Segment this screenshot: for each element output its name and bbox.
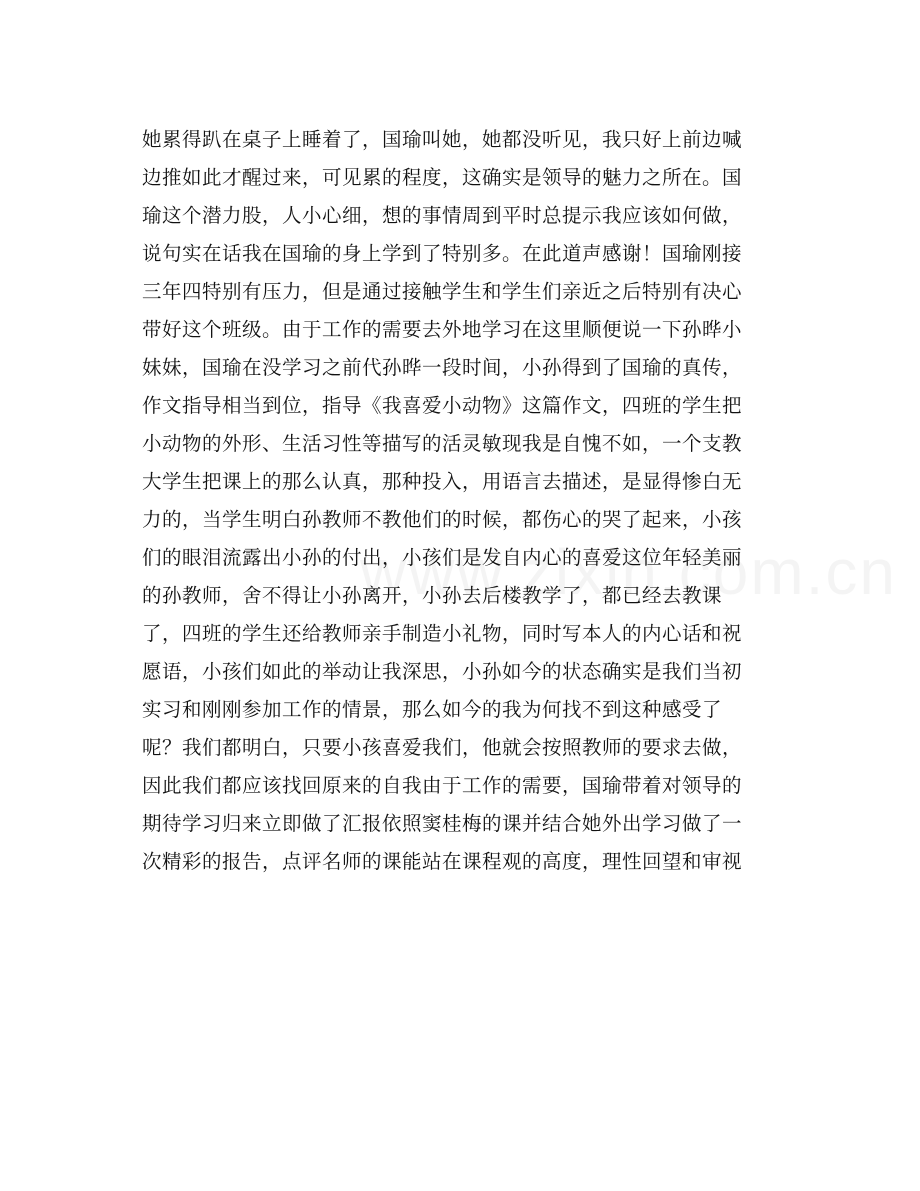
- text-line: 作文指导相当到位，指导《我喜爱小动物》这篇作文，四班的学生把: [142, 394, 743, 417]
- text-line: 边推如此才醒过来，可见累的程度，这确实是领导的魅力之所在。国: [142, 166, 743, 189]
- text-line: 愿语，小孩们如此的举动让我深思，小孙如今的状态确实是我们当初: [142, 660, 743, 683]
- text-line: 大学生把课上的那么认真，那种投入，用语言去描述，是显得惨白无: [142, 470, 743, 493]
- text-line: 说句实在话我在国瑜的身上学到了特别多。在此道声感谢！国瑜刚接: [142, 242, 743, 265]
- text-line: 们的眼泪流露出小孙的付出，小孩们是发自内心的喜爱这位年轻美丽: [142, 546, 743, 569]
- text-line: 的孙教师，舍不得让小孙离开，小孙去后楼教学了，都已经去教课: [142, 584, 723, 607]
- text-line: 三年四特别有压力，但是通过接触学生和学生们亲近之后特别有决心: [142, 280, 743, 303]
- text-line: 因此我们都应该找回原来的自我由于工作的需要，国瑜带着对领导的: [142, 774, 743, 797]
- text-line: 呢？我们都明白，只要小孩喜爱我们，他就会按照教师的要求去做，: [142, 736, 743, 759]
- body-text: [142, 121, 782, 881]
- text-line: 了，四班的学生还给教师亲手制造小礼物，同时写本人的内心话和祝: [142, 622, 743, 645]
- text-line: 期待学习归来立即做了汇报依照窦桂梅的课并结合她外出学习做了一: [142, 812, 743, 835]
- text-line: 次精彩的报告，点评名师的课能站在课程观的高度，理性回望和审视: [142, 850, 743, 873]
- text-line: 小动物的外形、生活习性等描写的活灵敏现我是自愧不如，一个支教: [142, 432, 743, 455]
- text-line: 瑜这个潜力股，人小心细，想的事情周到平时总提示我应该如何做，: [142, 204, 743, 227]
- text-line: 她累得趴在桌子上睡着了，国瑜叫她，她都没听见，我只好上前边喊: [142, 128, 743, 151]
- text-line: 带好这个班级。由于工作的需要去外地学习在这里顺便说一下孙晔小: [142, 318, 743, 341]
- text-line: 实习和刚刚参加工作的情景，那么如今的我为何找不到这种感受了: [142, 698, 723, 721]
- text-line: 妹妹，国瑜在没学习之前代孙晔一段时间，小孙得到了国瑜的真传，: [142, 356, 743, 379]
- text-line: 力的，当学生明白孙教师不教他们的时候，都伤心的哭了起来，小孩: [142, 508, 743, 531]
